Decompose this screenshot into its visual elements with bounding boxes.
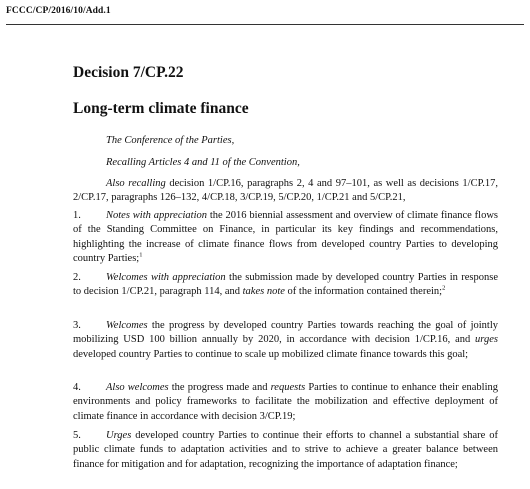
footnote-marker: 2 xyxy=(442,284,446,292)
paragraph-1 xyxy=(73,209,498,266)
preamble-line-3 xyxy=(73,177,498,206)
preamble-line-1: The Conference of the Parties, xyxy=(106,135,235,146)
paragraph-mid-italic: requests xyxy=(270,382,306,393)
paragraph-number: 5. xyxy=(73,430,81,441)
paragraph-text: the progress by developed country Parties towards reaching the goal of jointly mobilizing USD 100 billion annually by 2020, in accordance with decision 1/CP.16, and xyxy=(73,320,498,346)
paragraph-number: 2. xyxy=(73,272,81,283)
header-rule xyxy=(6,24,524,25)
paragraph-lead: Also welcomes xyxy=(106,382,169,393)
document-symbol: FCCC/CP/2016/10/Add.1 xyxy=(6,6,111,16)
paragraph-lead: Welcomes with appreciation xyxy=(106,272,226,283)
decision-number: Decision 7/CP.22 xyxy=(73,64,184,81)
paragraph-text: developed country Parties to continue their efforts to channel a substantial share of public climate funds to adaptation activities and to strive to achieve a greater balance between finance for mitigation and for adaptation, recognizing the importance of adaptation finance; xyxy=(73,430,498,470)
paragraph-mid-italic: urges xyxy=(475,334,498,346)
paragraph-text-2: developed country Parties to continue to scale up mobilized climate finance towards this goal; xyxy=(73,348,469,360)
paragraph-text: the 2016 biennial assessment and overview of climate finance flows of the Standing Committee on Finance, in particular its key findings and recommendations, highlighting the increase of climate finance flows from developed country Parties to developing country Parties; xyxy=(73,210,498,264)
paragraph-number: 1. xyxy=(73,210,81,221)
paragraph-text: the progress made and xyxy=(168,382,271,393)
paragraph-text: the submission made by developed country Parties in response to decision 1/CP.21, paragraph 114, and xyxy=(73,272,498,298)
paragraph-2 xyxy=(73,271,498,300)
preamble-line-2: Recalling Articles 4 and 11 of the Convention, xyxy=(106,157,300,168)
paragraph-lead: Notes with appreciation xyxy=(106,210,207,221)
paragraph-3 xyxy=(73,319,498,362)
paragraph-mid-italic: takes note xyxy=(242,286,285,298)
preamble-text: decision 1/CP.16, paragraphs 2, 4 and 97–101, as well as decisions 1/CP.17, 2/CP.17, paragraphs 126–132, 4/CP.18, 3/CP.19, 5/CP.20, 1/CP.21 and 5/CP.21, xyxy=(73,178,498,204)
paragraph-number: 3. xyxy=(73,320,81,331)
paragraph-number: 4. xyxy=(73,382,81,393)
paragraph-text-2: Parties to continue to enhance their enabling environments and policy frameworks to facilitate the mobilization and effective deployment of climate finance in accordance with decision 3/CP.19; xyxy=(73,382,498,422)
footnote-marker: 1 xyxy=(139,251,143,259)
paragraph-4 xyxy=(73,381,498,424)
paragraph-lead: Welcomes xyxy=(106,320,148,331)
paragraph-text-2: of the information contained therein; xyxy=(284,286,443,298)
preamble-italic-lead: Also recalling xyxy=(106,178,166,189)
decision-title: Long-term climate finance xyxy=(73,100,249,117)
paragraph-5 xyxy=(73,429,498,472)
paragraph-lead: Urges xyxy=(106,430,132,441)
